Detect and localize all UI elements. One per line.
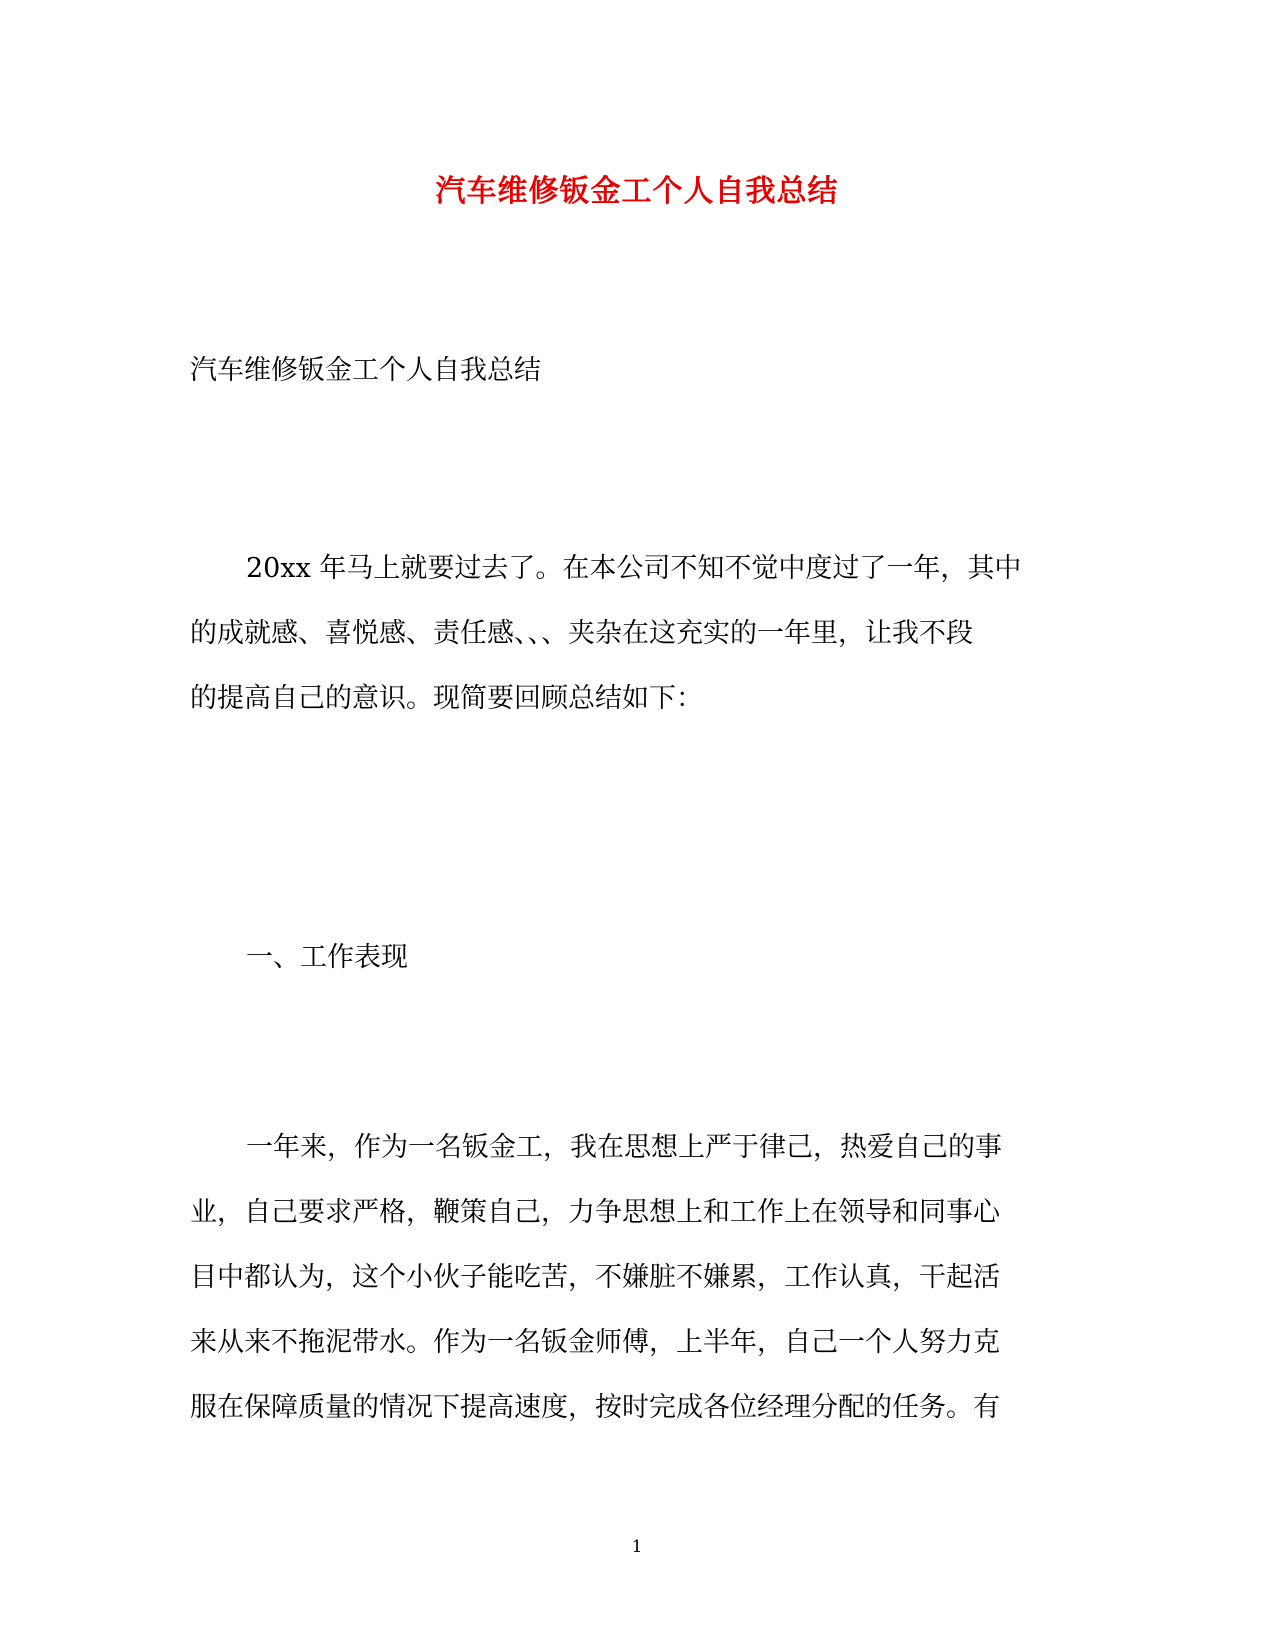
section-heading-text: 一、工作表现 [246, 942, 408, 973]
paragraph-line: 业，自己要求严格，鞭策自己，力争思想上和工作上在领导和同事心 [190, 1197, 1000, 1228]
intro-paragraph [190, 536, 1070, 731]
section-heading [190, 925, 1070, 990]
paragraph-line: 服在保障质量的情况下提高速度，按时完成各位经理分配的任务。有 [190, 1392, 1000, 1423]
paragraph-line: 目中都认为，这个小伙子能吃苦，不嫌脏不嫌累，工作认真，干起活 [190, 1262, 1000, 1293]
paragraph-line: 一年来，作为一名钣金工，我在思想上严于律己，热爱自己的事 [246, 1132, 1002, 1163]
paragraph-line: 20xx 年马上就要过去了。在本公司不知不觉中度过了一年，其中 [246, 553, 1022, 584]
paragraph-line: 的提高自己的意识。现简要回顾总结如下： [190, 683, 703, 714]
work-performance-paragraph [190, 1115, 1070, 1440]
document-title: 汽车维修钣金工个人自我总结 [435, 174, 839, 209]
paragraph-line: 的成就感、喜悦感、责任感、、、夹杂在这充实的一年里，让我不段 [190, 618, 973, 649]
paragraph-line: 来从来不拖泥带水。作为一名钣金师傅，上半年，自己一个人努力克 [190, 1327, 1000, 1358]
page-number: 1 [631, 1537, 643, 1557]
document-subtitle: 汽车维修钣金工个人自我总结 [190, 355, 541, 386]
